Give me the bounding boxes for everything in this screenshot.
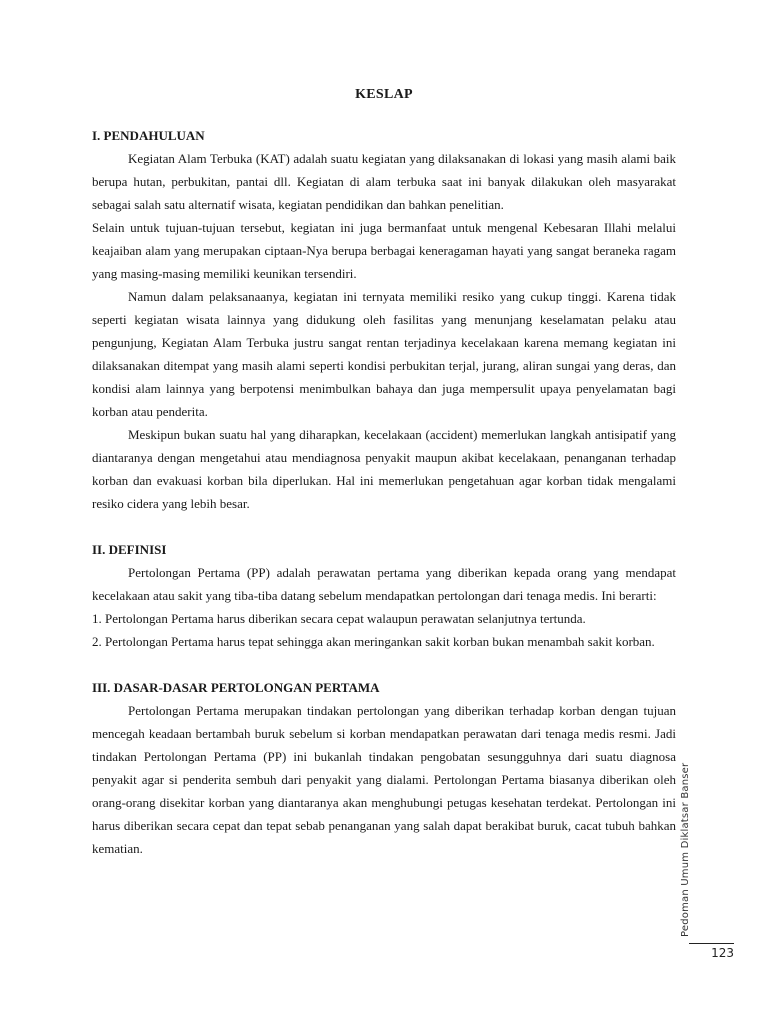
footer-divider (689, 943, 734, 944)
document-title: KESLAP (355, 87, 413, 102)
paragraph: Selain untuk tujuan-tujuan tersebut, kegiatan ini juga bermanfaat untuk mengenal Kebesaran Illahi melalui keajaiban alam yang merupakan ciptaan-Nya berupa berbagai keneragaman hayati yang sangat beraneka ragam yang masing-masing memiliki keunikan tersendiri. (92, 220, 676, 281)
list-item: 2. Pertolongan Pertama harus tepat sehingga akan meringankan sakit korban bukan menambah sakit korban. (92, 634, 655, 649)
section-spacer (92, 653, 676, 676)
paragraph: Kegiatan Alam Terbuka (KAT) adalah suatu kegiatan yang dilaksanakan di lokasi yang masih alami baik berupa hutan, perbukitan, pantai dll. Kegiatan di alam terbuka saat ini banyak dilakukan oleh masyarakat sebagai salah satu alternatif wisata, kegiatan pendidikan dan bahkan penelitian. (92, 151, 676, 212)
paragraph: Meskipun bukan suatu hal yang diharapkan, kecelakaan (accident) memerlukan langkah antisipatif yang diantaranya dengan mengetahui atau mendiagnosa penyakit maupun akibat kecelakaan, penanganan terhadap korban dan evakuasi korban bila diperlukan. Hal ini memerlukan pengetahuan agar korban tidak mengalami resiko cidera yang lebih besar. (92, 427, 676, 511)
section-spacer (92, 515, 676, 538)
paragraph: Pertolongan Pertama (PP) adalah perawatan pertama yang diberikan kepada orang yang mendapat kecelakaan atau sakit yang tiba-tiba datang sebelum mendapatkan pertolongan dari tenaga medis. Ini berarti: (92, 565, 676, 603)
list-item: 1. Pertolongan Pertama harus diberikan secara cepat walaupun perawatan selanjutnya tertunda. (92, 611, 586, 626)
section-pendahuluan (92, 124, 676, 515)
document-body (92, 124, 676, 860)
page-number: 123 (711, 946, 734, 960)
section-definisi (92, 538, 676, 653)
paragraph: Pertolongan Pertama merupakan tindakan pertolongan yang diberikan terhadap korban dengan tujuan mencegah keadaan bertambah buruk sebelum si korban mendapatkan perawatan dari tenaga medis resmi. Jadi tindakan Pertolongan Pertama (PP) ini bukanlah tindakan pengobatan sesungguhnya dari suatu diagnosa penyakit agar si penderita sembuh dari penyakit yang dialami. Pertolongan Pertama biasanya diberikan oleh orang-orang disekitar korban yang diantaranya akan menghubungi petugas kesehatan terdekat. Pertolongan ini harus diberikan secara cepat dan tepat sebab penanganan yang salah dapat berakibat buruk, cacat tubuh bahkan kematian. (92, 703, 676, 856)
section-heading: I. PENDAHULUAN (92, 128, 205, 143)
side-running-title: Pedoman Umum Diklatsar Banser (680, 762, 691, 937)
paragraph: Namun dalam pelaksanaanya, kegiatan ini ternyata memiliki resiko yang cukup tinggi. Karena tidak seperti kegiatan wisata lainnya yang didukung oleh fasilitas yang menunjang keselamatan pelaku atau pengunjung, Kegiatan Alam Terbuka justru sangat rentan terjadinya kecelakaan karena memang kegiatan ini dilaksanakan ditempat yang masih alami seperti kondisi perbukitan terjal, jurang, aliran sungai yang deras, dan kondisi alam lainnya yang berpotensi menimbulkan bahaya dan juga mempersulit upaya penyelamatan bagi korban atau penderita. (92, 289, 676, 419)
section-heading: III. DASAR-DASAR PERTOLONGAN PERTAMA (92, 680, 380, 695)
section-dasar-dasar (92, 676, 676, 860)
section-heading: II. DEFINISI (92, 542, 167, 557)
